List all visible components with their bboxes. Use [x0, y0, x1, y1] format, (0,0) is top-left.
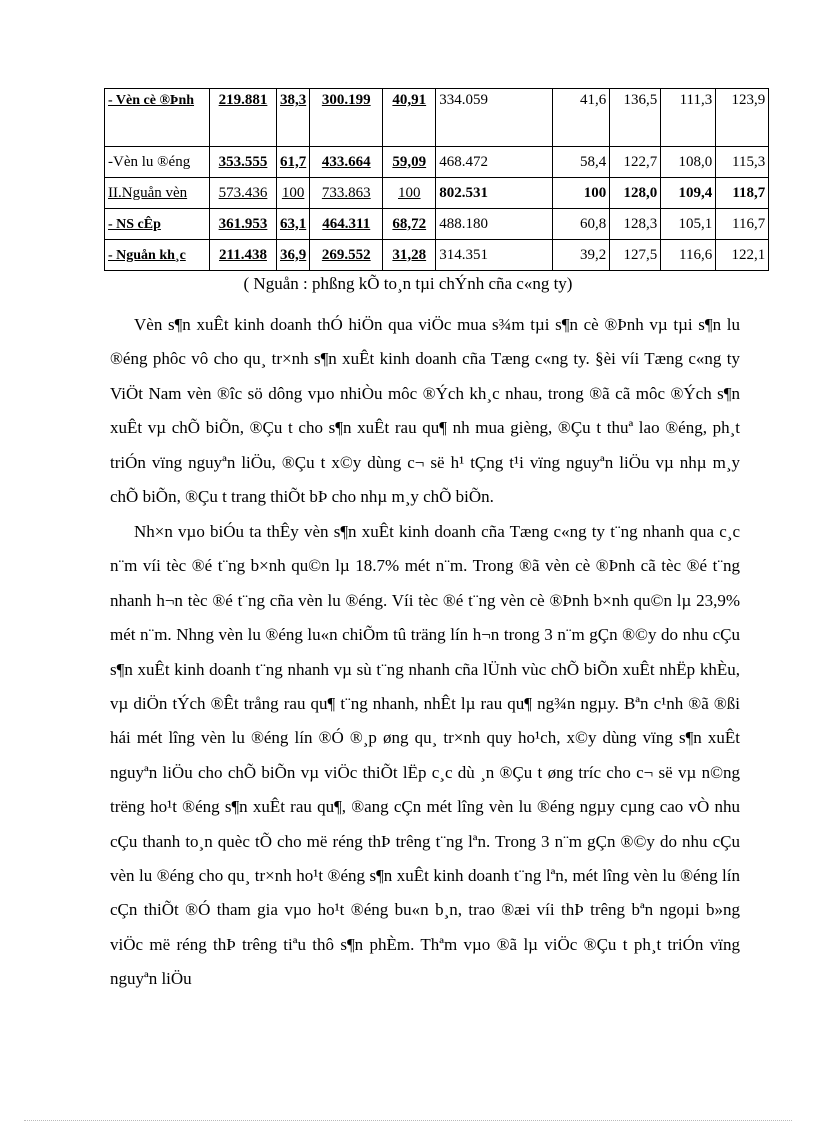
table-cell: 31,28 [383, 240, 436, 271]
table-cell: 334.059 [436, 89, 553, 147]
table-cell: 109,4 [661, 178, 716, 209]
table-cell: 111,3 [661, 89, 716, 147]
table-cell: 733.863 [310, 178, 383, 209]
table-cell: 433.664 [310, 147, 383, 178]
table-cell: 40,91 [383, 89, 436, 147]
page-divider [24, 1120, 792, 1121]
paragraph-text: Vèn s¶n xuÊt kinh doanh thÓ hiÖn qua viÖc mua s¾m tµi s¶n cè ®Þnh vµ tµi s¶n lu ®éng phôc vô cho qu¸ tr×nh s¶n xuÊt kinh doanh cña Tæng c«ng ty. §èi víi Tæng c«ng ty ViÖt Nam vèn ®îc sö dông vµo nhiÒu môc ®Ých kh¸c nhau, trong ®ã cã môc ®Ých s¶n xuÊt vµ chÕ biÕn, ®Çu t cho s¶n xuÊt rau qu¶ nh mua gièng, ®Çu t thuª lao ®éng, ph¸t triÓn vïng nguyªn liÖu, ®Çu t x©y dùng c¬ së h¹ tÇng t¹i vïng nguyªn liÖu vµ nhµ m¸y chÕ biÕn, ®Çu t trang thiÕt bÞ cho nhµ m¸y chÕ biÕn. [110, 315, 740, 507]
paragraph [110, 515, 740, 997]
table-cell: 136,5 [610, 89, 661, 147]
row-label: - NS cÊp [105, 209, 210, 240]
table-row [105, 89, 769, 147]
table-row [105, 147, 769, 178]
table-cell: 105,1 [661, 209, 716, 240]
table-cell: 488.180 [436, 209, 553, 240]
table-row [105, 240, 769, 271]
source-note: ( Nguån : phßng kÕ to¸n tµi chÝnh cña c«ng ty) [243, 274, 573, 293]
paragraph [110, 308, 740, 514]
table-cell: 116,7 [716, 209, 769, 240]
table-cell: 128,0 [610, 178, 661, 209]
table-row [105, 178, 769, 209]
table-cell: 128,3 [610, 209, 661, 240]
table-cell: 464.311 [310, 209, 383, 240]
table-cell: 116,6 [661, 240, 716, 271]
table-cell: 59,09 [383, 147, 436, 178]
table-cell: 802.531 [436, 178, 553, 209]
capital-table [104, 88, 769, 271]
table-cell: 300.199 [310, 89, 383, 147]
table-cell: 361.953 [210, 209, 277, 240]
table-cell: 122,1 [716, 240, 769, 271]
row-label: - Nguån kh¸c [105, 240, 210, 271]
table-cell: 123,9 [716, 89, 769, 147]
row-label: II.Nguån vèn [105, 178, 210, 209]
paragraph-text: Nh×n vµo biÓu ta thÊy vèn s¶n xuÊt kinh doanh cña Tæng c«ng ty t¨ng nhanh qua c¸c n¨m víi tèc ®é t¨ng b×nh qu©n lµ 18.7% mét n¨m. Trong ®ã vèn cè ®Þnh cã tèc ®é t¨ng nhanh h¬n tèc ®é t¨ng cña vèn lu ®éng. Víi tèc ®é t¨ng vèn cè ®Þnh b×nh qu©n lµ 23,9% mét n¨m. Nhng vèn lu ®éng lu«n chiÕm tû träng lín h¬n trong 3 n¨m gÇn ®©y do nhu cÇu s¶n xuÊt kinh doanh t¨ng nhanh vµ sù t¨ng nhanh cña lÜnh vùc chÕ biÕn xuÊt nhËp khÈu, vµ diÖn tÝch ®Êt trång rau qu¶ t¨ng nhanh, nhÊt lµ rau qu¶ ng¾n ngµy. Bªn c¹nh ®ã ®ßi hái mét lîng vèn lu ®éng lín ®Ó ®¸p øng qu¸ tr×nh quy ho¹ch, x©y dùng vïng s¶n xuÊt nguyªn liÖu cho chÕ biÕn vµ viÖc thiÕt lËp c¸c dù ¸n ®Çu t øng tríc cho c¬ së vµ n©ng trëng ho¹t ®éng s¶n xuÊt rau qu¶, ®ang cÇn mét lîng vèn lu ®éng ngµy cµng cao vÒ nhu cÇu thanh to¸n quèc tÕ cho më réng thÞ trêng t¨ng lªn. Trong 3 n¨m gÇn ®©y do nhu cÇu vèn lu ®éng cho qu¸ tr×nh ho¹t ®éng s¶n xuÊt kinh doanh t¨ng lªn, mét lîng vèn lu ®éng lín cÇn thiÕt ®Ó tham gia vµo ho¹t ®éng bu«n b¸n, trao ®æi víi thÞ trêng bªn ngoµi b»ng viÖc më réng thÞ trêng tiªu thô s¶n phÈm. Thªm vµo ®ã lµ viÖc ®Çu t ph¸t triÓn vïng nguyªn liÖu [110, 522, 740, 989]
table-cell: 58,4 [553, 147, 610, 178]
table-cell: 68,72 [383, 209, 436, 240]
table-cell: 38,3 [277, 89, 310, 147]
table-row [105, 209, 769, 240]
table-cell: 118,7 [716, 178, 769, 209]
table-cell: 100 [553, 178, 610, 209]
table-cell: 100 [383, 178, 436, 209]
table-cell: 108,0 [661, 147, 716, 178]
table-cell: 219.881 [210, 89, 277, 147]
row-label: - Vèn cè ®Þnh [105, 89, 210, 147]
table-cell: 60,8 [553, 209, 610, 240]
table-cell: 314.351 [436, 240, 553, 271]
table-cell: 115,3 [716, 147, 769, 178]
table-cell: 122,7 [610, 147, 661, 178]
table-cell: 127,5 [610, 240, 661, 271]
table-cell: 211.438 [210, 240, 277, 271]
row-label: -Vèn lu ®éng [105, 147, 210, 178]
table-cell: 36,9 [277, 240, 310, 271]
table-cell: 573.436 [210, 178, 277, 209]
table-cell: 468.472 [436, 147, 553, 178]
table-cell: 61,7 [277, 147, 310, 178]
table-cell: 41,6 [553, 89, 610, 147]
table-cell: 39,2 [553, 240, 610, 271]
table-cell: 63,1 [277, 209, 310, 240]
table-cell: 269.552 [310, 240, 383, 271]
table-cell: 353.555 [210, 147, 277, 178]
table-cell: 100 [277, 178, 310, 209]
